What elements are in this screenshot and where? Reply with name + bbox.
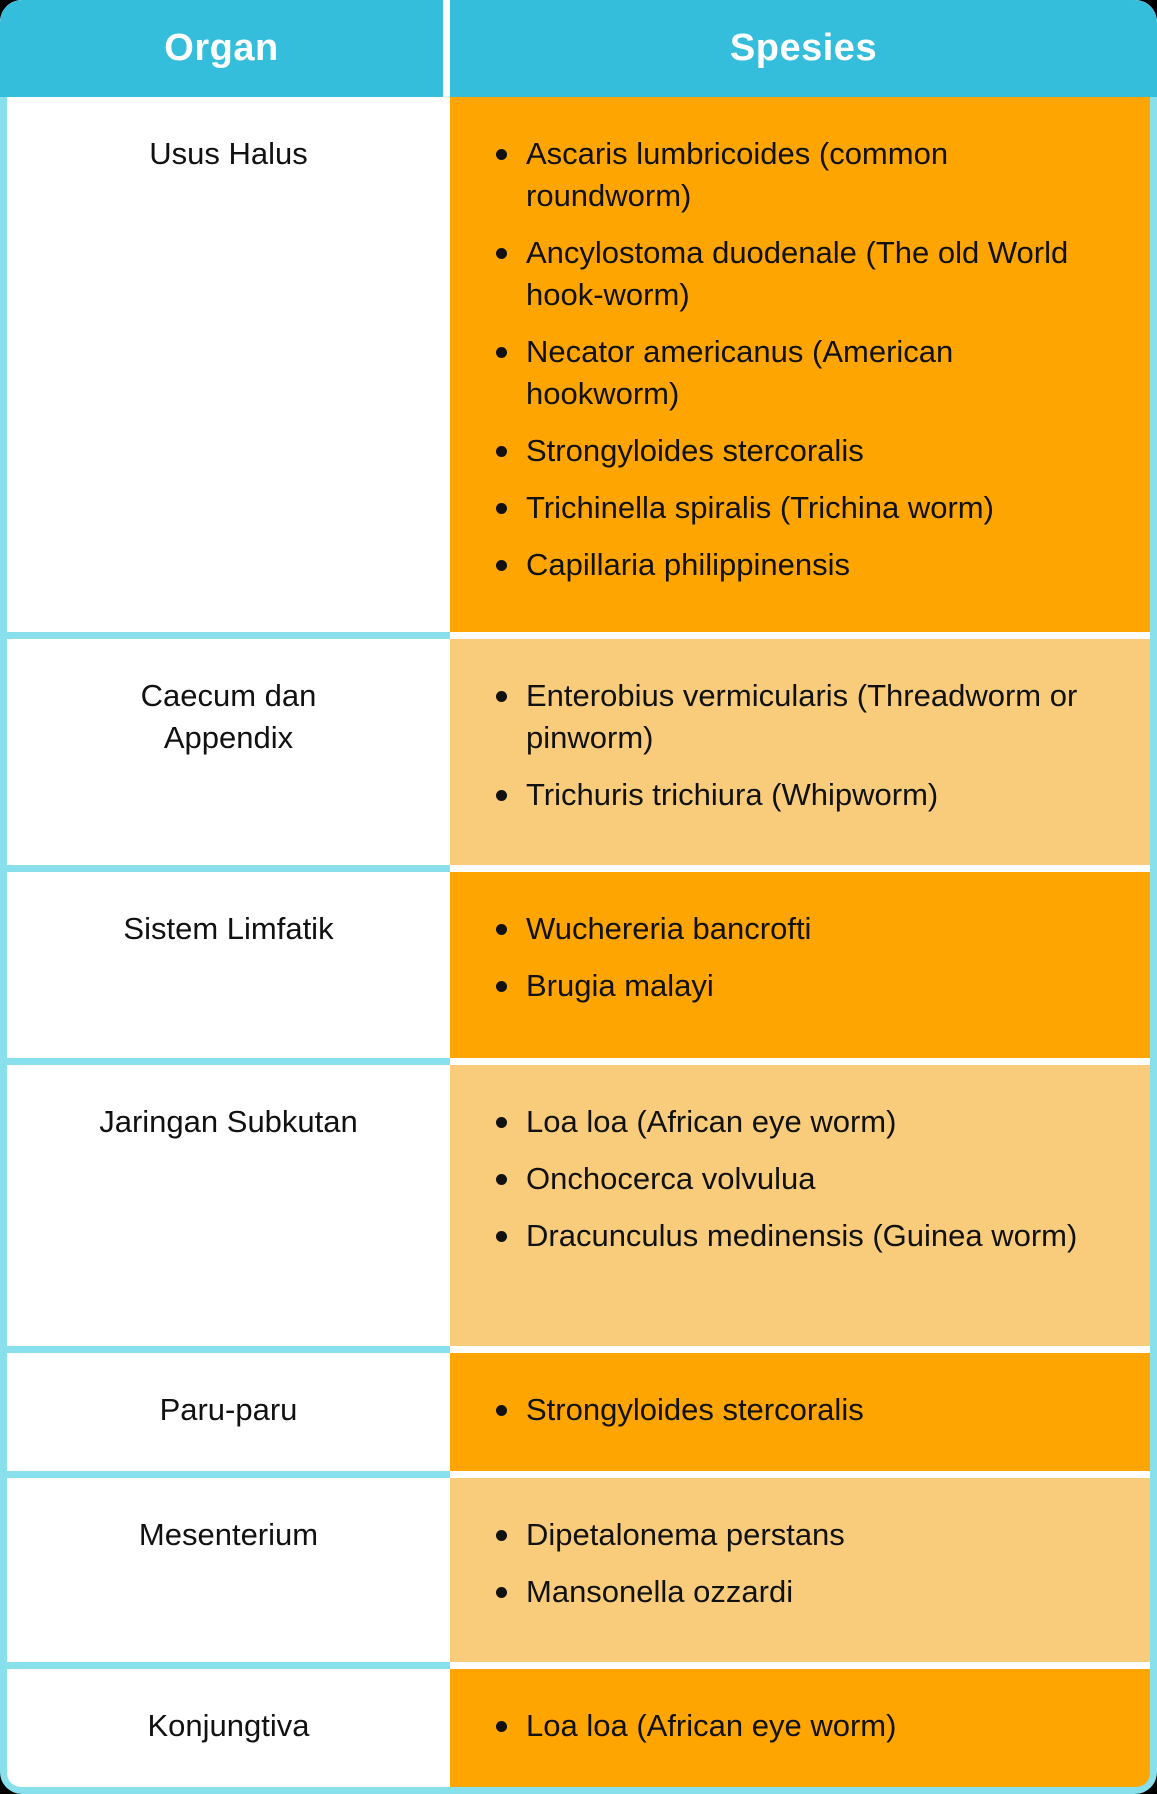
organ-cell: Sistem Limfatik: [7, 872, 450, 1058]
row-divider: [450, 632, 1150, 639]
table-row: [0, 97, 1157, 632]
organ-cell: Konjungtiva: [7, 1669, 450, 1787]
species-cell: [450, 639, 1150, 865]
species-list: [490, 1514, 1110, 1613]
species-cell: [450, 1669, 1150, 1787]
list-item: [490, 1215, 1110, 1257]
bullet-icon: [496, 1231, 507, 1242]
species-cell: [450, 1353, 1150, 1471]
column-header-species: Spesies: [450, 0, 1157, 97]
organ-cell: Caecum dan Appendix: [7, 639, 450, 865]
species-name: Enterobius vermicularis (Threadworm or pinworm): [526, 678, 1078, 755]
list-item: [490, 1705, 1110, 1747]
list-item: [490, 965, 1110, 1007]
table-row: [0, 1065, 1157, 1346]
row-divider: [450, 1662, 1150, 1669]
species-cell: [450, 1065, 1150, 1346]
row-divider: [450, 1471, 1150, 1478]
table-row: [0, 1353, 1157, 1471]
species-cell: [450, 872, 1150, 1058]
organ-cell: Mesenterium: [7, 1478, 450, 1662]
table-row: [0, 639, 1157, 865]
species-name: Loa loa (African eye worm): [526, 1104, 897, 1139]
species-name: Onchocerca volvulua: [526, 1161, 816, 1196]
species-name: Capillaria philippinensis: [526, 547, 850, 582]
list-item: [490, 232, 1110, 316]
species-list: [490, 908, 1110, 1007]
species-cell: [450, 1478, 1150, 1662]
table-row: [0, 1478, 1157, 1662]
bullet-icon: [496, 248, 507, 259]
list-item: [490, 1158, 1110, 1200]
row-divider: [450, 1058, 1150, 1065]
species-name: Loa loa (African eye worm): [526, 1708, 897, 1743]
bullet-icon: [496, 503, 507, 514]
list-item: [490, 1101, 1110, 1143]
species-name: Dipetalonema perstans: [526, 1517, 845, 1552]
list-item: [490, 675, 1110, 759]
table-row: [0, 872, 1157, 1058]
bullet-icon: [496, 1405, 507, 1416]
bullet-icon: [496, 560, 507, 571]
bullet-icon: [496, 1721, 507, 1732]
column-header-organ: Organ: [0, 0, 443, 97]
table-row: [0, 1669, 1157, 1787]
species-list: [490, 1101, 1110, 1257]
list-item: [490, 544, 1110, 586]
species-name: Ascaris lumbricoides (common roundworm): [526, 136, 949, 213]
list-item: [490, 1389, 1110, 1431]
species-name: Mansonella ozzardi: [526, 1574, 794, 1609]
list-item: [490, 430, 1110, 472]
bullet-icon: [496, 1174, 507, 1185]
organ-cell: Usus Halus: [7, 97, 450, 632]
species-name: Brugia malayi: [526, 968, 714, 1003]
list-item: [490, 1514, 1110, 1556]
bullet-icon: [496, 981, 507, 992]
list-item: [490, 1571, 1110, 1613]
species-name: Trichinella spiralis (Trichina worm): [526, 490, 994, 525]
row-divider: [450, 1346, 1150, 1353]
species-name: Ancylostoma duodenale (The old World hook-worm): [526, 235, 1069, 312]
species-cell: [450, 97, 1150, 632]
species-list: [490, 1705, 1110, 1747]
bullet-icon: [496, 149, 507, 160]
bullet-icon: [496, 347, 507, 358]
list-item: [490, 908, 1110, 950]
list-item: [490, 133, 1110, 217]
bullet-icon: [496, 924, 507, 935]
species-name: Strongyloides stercoralis: [526, 1392, 864, 1427]
organ-cell: Paru-paru: [7, 1353, 450, 1471]
table-header: [0, 0, 1157, 97]
species-name: Dracunculus medinensis (Guinea worm): [526, 1218, 1078, 1253]
bullet-icon: [496, 790, 507, 801]
species-name: Necator americanus (American hookworm): [526, 334, 954, 411]
bullet-icon: [496, 1530, 507, 1541]
species-name: Strongyloides stercoralis: [526, 433, 864, 468]
species-list: [490, 1389, 1110, 1431]
bullet-icon: [496, 1587, 507, 1598]
list-item: [490, 774, 1110, 816]
species-list: [490, 133, 1110, 586]
species-list: [490, 675, 1110, 816]
bullet-icon: [496, 446, 507, 457]
species-name: Trichuris trichiura (Whipworm): [526, 777, 939, 812]
bullet-icon: [496, 1117, 507, 1128]
list-item: [490, 331, 1110, 415]
species-name: Wuchereria bancrofti: [526, 911, 812, 946]
list-item: [490, 487, 1110, 529]
row-divider: [450, 865, 1150, 872]
organ-cell: Jaringan Subkutan: [7, 1065, 450, 1346]
bullet-icon: [496, 691, 507, 702]
